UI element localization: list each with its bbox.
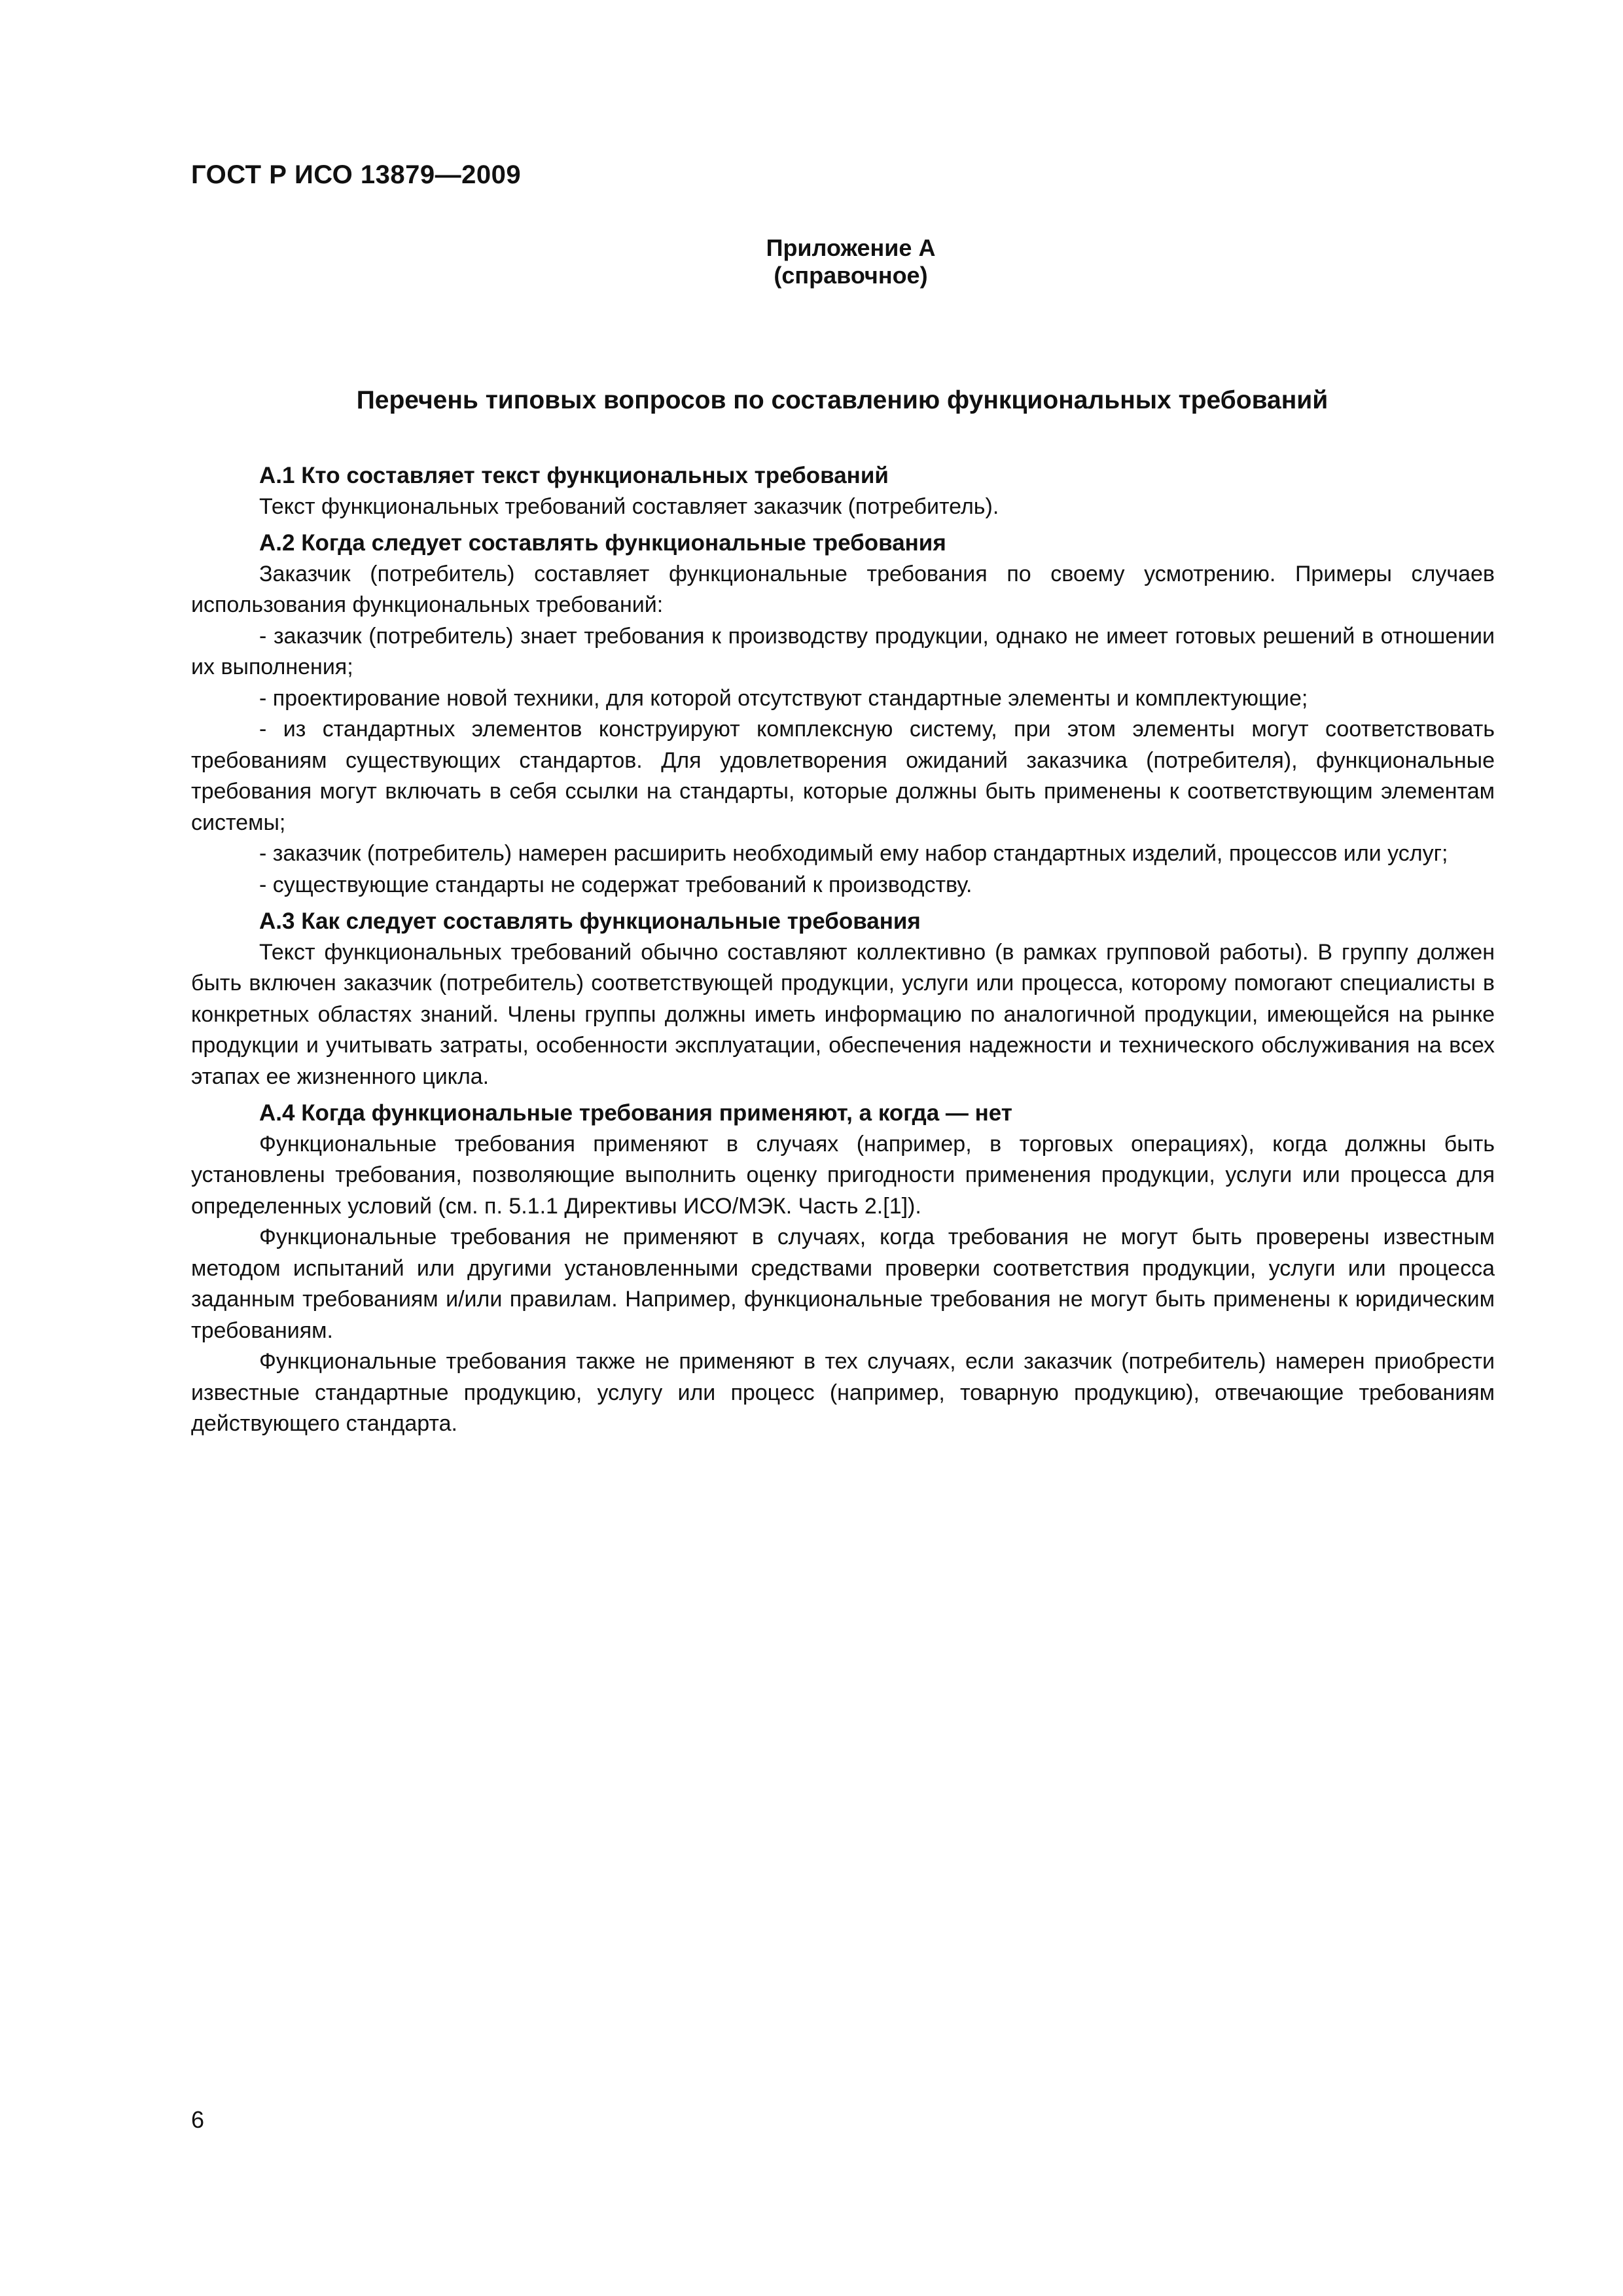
document-id: ГОСТ Р ИСО 13879—2009: [191, 160, 522, 189]
paragraph: Функциональные требования также не применяют в тех случаях, если заказчик (потребитель) намерен приобрести известные стандартные продукцию, услугу или процесс (например, товарную продукцию), отвечающие требованиям действующего стандарта.: [191, 1349, 1495, 1436]
list-item: - проектирование новой техники, для которой отсутствуют стандартные элементы и комплектующие;: [259, 685, 1308, 711]
paragraph: Заказчик (потребитель) составляет функциональные требования по своему усмотрению. Примеры случаев использования функциональных требований:: [191, 561, 1495, 617]
annex-subtitle: (справочное): [774, 262, 928, 289]
annex-title: Приложение А: [766, 234, 936, 261]
section-heading: А.4 Когда функциональные требования применяют, а когда — нет: [259, 1100, 1012, 1126]
list-item: - заказчик (потребитель) намерен расширить необходимый ему набор стандартных изделий, процессов или услуг;: [259, 841, 1448, 866]
paragraph: Функциональные требования применяют в случаях (например, в торговых операциях), когда должны быть установлены требования, позволяющие выполнить оценку пригодности применения продукции, услуги или процесса для определенных условий (см. п. 5.1.1 Директивы ИСО/МЭК. Часть 2.[1]).: [191, 1131, 1495, 1219]
section-heading: А.3 Как следует составлять функциональные требования: [259, 908, 921, 934]
section-a1: [191, 460, 1495, 522]
page-number: 6: [191, 2106, 205, 2133]
section-a3: [191, 906, 1495, 1092]
paragraph: Текст функциональных требований обычно составляют коллективно (в рамках групповой работы). В группу должен быть включен заказчик (потребитель) соответствующей продукции, услуги или процесса, которому помогают специалисты в конкретных областях знаний. Члены группы должны иметь информацию по аналогичной продукции, имеющейся на рынке продукции и учитывать затраты, особенности эксплуатации, обеспечения надежности и технического обслуживания на всех этапах ее жизненного цикла.: [191, 939, 1495, 1089]
list-item: - из стандартных элементов конструируют комплексную систему, при этом элементы могут соответствовать требованиям существующих стандартов. Для удовлетворения ожиданий заказчика (потребителя), функциональные требования могут включать в себя ссылки на стандарты, которые должны быть применены к соответствующим элементам системы;: [191, 717, 1495, 835]
section-heading: А.2 Когда следует составлять функциональные требования: [259, 530, 946, 556]
section-a2: [191, 528, 1495, 901]
list-item: - существующие стандарты не содержат требований к производству.: [259, 872, 972, 897]
section-a4: [191, 1098, 1495, 1440]
section-heading: А.1 Кто составляет текст функциональных требований: [259, 463, 889, 488]
main-title: Перечень типовых вопросов по составлению функциональных требований: [356, 386, 1329, 414]
document-body: [191, 460, 1495, 1440]
paragraph: Функциональные требования не применяют в случаях, когда требования не могут быть проверены известным методом испытаний или другими установленными средствами проверки соответствия продукции, услуги или процесса заданным требованиям и/или правилам. Например, функциональные требования не могут быть применены к юридическим требованиям.: [191, 1225, 1495, 1343]
list-item: - заказчик (потребитель) знает требования к производству продукции, однако не имеет готовых решений в отношении их выполнения;: [191, 623, 1495, 679]
paragraph: Текст функциональных требований составляет заказчик (потребитель).: [259, 493, 999, 519]
